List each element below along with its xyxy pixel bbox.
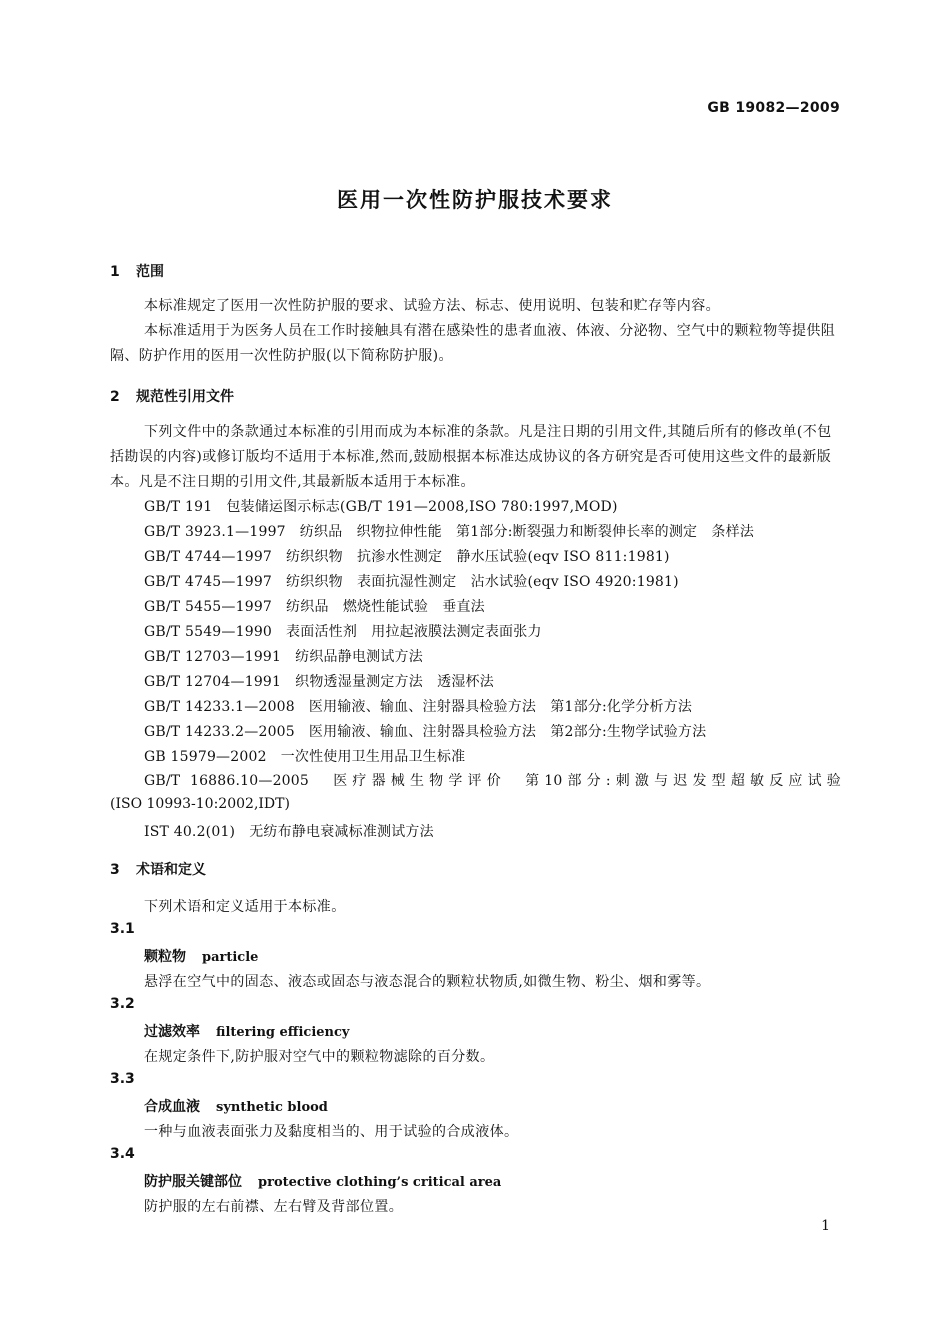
reference-title: 一次性使用卫生用品卫生标准 [280, 749, 466, 765]
reference-code: GB/T 5455—1997 [144, 599, 273, 615]
reference-item-long [110, 769, 841, 794]
reference-item [144, 821, 434, 841]
section-2-heading [110, 386, 234, 406]
section-1-heading [110, 261, 164, 281]
reference-title: 纺织织物 表面抗湿性测定 沾水试验(eqv ISO 4920:1981) [286, 574, 679, 590]
reference-title: 医用输液、输血、注射器具检验方法 第1部分:化学分析方法 [308, 699, 693, 715]
term-zh: 颗粒物 [144, 949, 186, 965]
reference-title: 无纺布静电衰减标准测试方法 [249, 824, 434, 840]
reference-title: 包装储运图示标志(GB/T 191—2008,ISO 780:1997,MOD) [226, 499, 618, 515]
reference-code: GB/T 191 [144, 499, 213, 515]
term-number: 3.2 [110, 996, 135, 1012]
term-definition: 悬浮在空气中的固态、液态或固态与液态混合的颗粒状物质,如微生物、粉尘、烟和雾等。 [144, 974, 711, 990]
section-number: 3 [110, 862, 120, 878]
reference-code: GB/T 12704—1991 [144, 674, 282, 690]
reference-item [144, 546, 670, 566]
scope-paragraph-1: 本标准规定了医用一次性防护服的要求、试验方法、标志、使用说明、包装和贮存等内容。 [144, 298, 720, 314]
standard-code: GB 19082—2009 [707, 100, 840, 116]
term-en: protective clothing’s critical area [258, 1175, 502, 1190]
term-definition: 防护服的左右前襟、左右臂及背部位置。 [144, 1199, 404, 1215]
term-en: particle [202, 950, 259, 965]
term-en: filtering efficiency [216, 1025, 350, 1040]
reference-code: GB/T 14233.1—2008 [144, 699, 295, 715]
reference-item [144, 671, 494, 691]
term-number: 3.4 [110, 1146, 135, 1162]
term-definition: 在规定条件下,防护服对空气中的颗粒物滤除的百分数。 [144, 1049, 495, 1065]
reference-title: 纺织品静电测试方法 [295, 649, 423, 665]
scope-paragraph-2: 本标准适用于为医务人员在工作时接触具有潜在感染性的患者血液、体液、分泌物、空气中的颗粒物等提供阻隔、防护作用的医用一次性防护服(以下简称防护服)。 [110, 323, 836, 364]
section-title: 范围 [136, 264, 164, 280]
section-number: 1 [110, 264, 120, 280]
reference-item [144, 746, 465, 766]
document-title: 医用一次性防护服技术要求 [337, 188, 613, 212]
references-intro: 下列文件中的条款通过本标准的引用而成为本标准的条款。凡是注日期的引用文件,其随后所有的修改单(不包括勘误的内容)或修订版均不适用于本标准,然而,鼓励根据本标准达成协议的各方研究是否可使用这些文件的最新版本。凡是不注日期的引用文件,其最新版本适用于本标准。 [110, 424, 832, 490]
reference-item [144, 571, 679, 591]
term-en: synthetic blood [216, 1100, 328, 1115]
term-name [144, 1021, 349, 1041]
term-zh: 过滤效率 [144, 1024, 200, 1040]
reference-item [144, 496, 618, 516]
reference-title: 纺织品 燃烧性能试验 垂直法 [286, 599, 485, 615]
term-zh: 防护服关键部位 [144, 1174, 242, 1190]
reference-title: 医疗器械生物学评价 第10部分:刺激与迟发型超敏反应试验 [333, 773, 841, 789]
reference-code: GB/T 4745—1997 [144, 574, 273, 590]
reference-item [144, 521, 754, 541]
reference-item [144, 596, 485, 616]
section-3-heading [110, 859, 206, 879]
section-number: 2 [110, 389, 120, 405]
reference-item [144, 646, 423, 666]
section-title: 规范性引用文件 [136, 389, 234, 405]
reference-code: GB/T 3923.1—1997 [144, 524, 286, 540]
reference-item [144, 696, 692, 716]
reference-continuation: (ISO 10993-10:2002,IDT) [110, 796, 290, 812]
term-number: 3.1 [110, 921, 135, 937]
reference-code: GB/T 14233.2—2005 [144, 724, 295, 740]
term-definition: 一种与血液表面张力及黏度相当的、用于试验的合成液体。 [144, 1124, 519, 1140]
reference-title: 纺织织物 抗渗水性测定 静水压试验(eqv ISO 811:1981) [286, 549, 670, 565]
term-number: 3.3 [110, 1071, 135, 1087]
section-title: 术语和定义 [136, 862, 206, 878]
reference-code: GB 15979—2002 [144, 749, 267, 765]
reference-code: GB/T 16886.10—2005 [144, 773, 309, 789]
term-name [144, 1171, 501, 1191]
term-zh: 合成血液 [144, 1099, 200, 1115]
reference-code: GB/T 5549—1990 [144, 624, 273, 640]
reference-code: GB/T 4744—1997 [144, 549, 273, 565]
reference-title: 表面活性剂 用拉起液膜法测定表面张力 [286, 624, 542, 640]
page-number: 1 [821, 1218, 830, 1234]
term-name [144, 946, 258, 966]
reference-item [144, 621, 542, 641]
reference-title: 医用输液、输血、注射器具检验方法 第2部分:生物学试验方法 [308, 724, 707, 740]
reference-title: 织物透湿量测定方法 透湿杯法 [295, 674, 494, 690]
term-name [144, 1096, 328, 1116]
reference-code: GB/T 12703—1991 [144, 649, 282, 665]
reference-item [144, 721, 706, 741]
terms-intro: 下列术语和定义适用于本标准。 [144, 899, 346, 915]
reference-title: 纺织品 织物拉伸性能 第1部分:断裂强力和断裂伸长率的测定 条样法 [299, 524, 755, 540]
reference-code: IST 40.2(01) [144, 824, 236, 840]
